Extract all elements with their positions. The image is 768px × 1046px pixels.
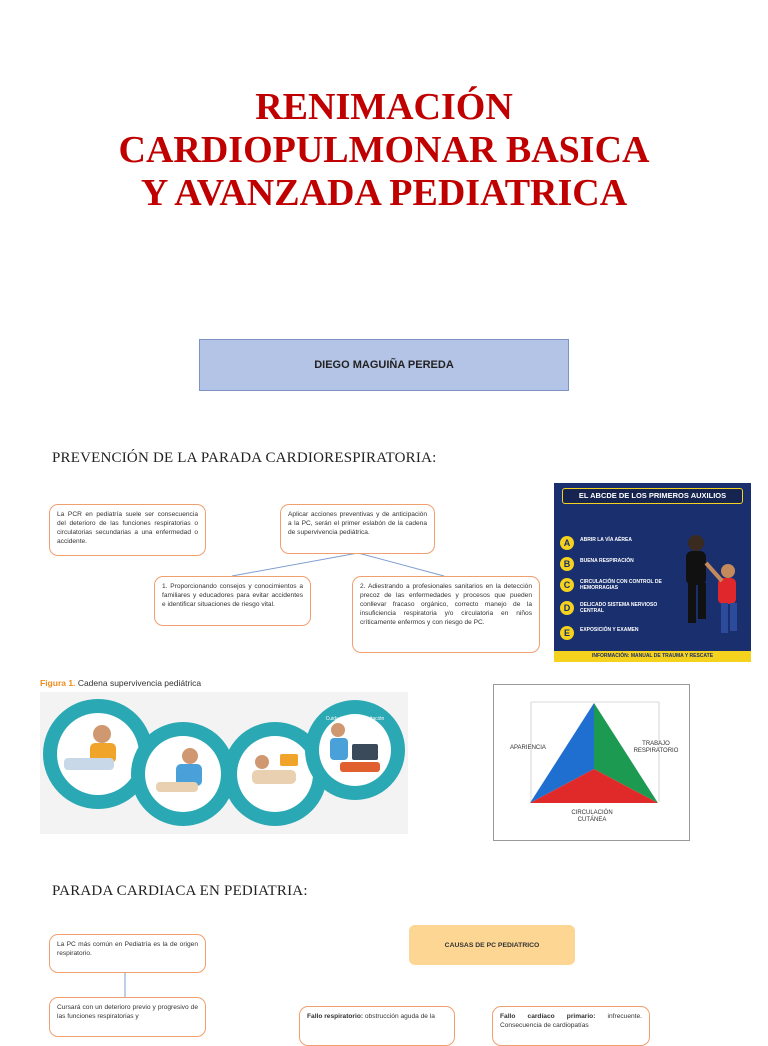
poster-text-b: BUENA RESPIRACIÓN — [580, 558, 634, 564]
rescue-illustration — [666, 531, 748, 646]
triangle-label-trabajo-1: TRABAJO — [642, 741, 670, 747]
poster-text-c: CIRCULACIÓN CON CONTROL DE HEMORRAGIAS — [580, 579, 662, 591]
poster-footer: INFORMACIÓN: MANUAL DE TRAUMA Y RESCATE — [554, 651, 751, 662]
fallo-resp-text: obstrucción aguda de la — [363, 1013, 435, 1020]
poster-text-e: EXPOSICIÓN Y EXAMEN — [580, 627, 639, 633]
fallo-card-text: infrecuente. Consecuencia de cardiopatías — [500, 1013, 642, 1029]
fallo-resp-label: Fallo respiratorio: — [307, 1013, 364, 1020]
poster-item-e — [560, 626, 670, 642]
poster-letter-a: A — [560, 536, 574, 550]
triangle-label-apariencia: APARIENCIA — [510, 745, 546, 751]
causas-box: CAUSAS DE PC PEDIATRICO — [409, 925, 575, 965]
poster-letter-d: D — [560, 601, 574, 615]
chain-label-rcp: RCP precoz — [169, 744, 197, 750]
chain-survival-image — [40, 692, 408, 834]
figure-caption-text: Cadena supervivencia pediátrica — [77, 678, 202, 688]
figure-caption — [40, 678, 201, 688]
author-box: DIEGO MAGUIÑA PEREDA — [199, 339, 569, 391]
box-pc-origen: La PC más común en Pediatría es la de origen respiratorio. — [49, 934, 206, 973]
triangle-label-trabajo — [626, 741, 686, 755]
chain-label-cuidados: Cuidados postresucitación — [325, 716, 385, 722]
triangle-label-trabajo-2: RESPIRATORIO — [633, 748, 679, 754]
box-consejos: 1. Proporcionando consejos y conocimientos a familiares y educadores para evitar accidentes e identificar situaciones de riesgo vital. — [154, 576, 311, 626]
title-line-2: CARDIOPULMONAR BASICA — [118, 129, 650, 171]
title-line-1: RENIMACIÓN — [255, 86, 513, 128]
abcde-poster — [554, 483, 751, 662]
box-adiestrando: 2. Adiestrando a profesionales sanitarios en la detección precoz de las enfermedades y procesos que pueden conllevar fracaso orgánico, correcto manejo de la insuficiencia respiratoria y/o circulatoria en niños críticamente enfermos y con riesgo de PC. — [352, 576, 540, 653]
box-fallo-respiratorio — [299, 1006, 455, 1046]
box-pcr-consecuencia: La PCR en pediatría suele ser consecuencia del deterioro de las funciones respiratorias o circulatorias secundarias a una enfermedad o accidente. — [49, 504, 206, 556]
figure-label: Figura 1. — [40, 678, 76, 688]
poster-letter-e: E — [560, 626, 574, 640]
chain-links — [40, 692, 408, 834]
poster-letter-b: B — [560, 557, 574, 571]
box-acciones-preventivas: Aplicar acciones preventivas y de anticipación a la PC, serán el primer eslabón de la cadena de supervivencia pediátrica. — [280, 504, 435, 554]
chain-link-2 — [131, 722, 235, 826]
poster-item-a — [560, 536, 670, 552]
fallo-card-label: Fallo cardíaco primario: — [500, 1013, 596, 1020]
poster-item-b — [560, 557, 670, 573]
pediatric-assessment-triangle — [493, 684, 690, 841]
section-heading-prevention: PREVENCIÓN DE LA PARADA CARDIORESPIRATORIA: — [52, 450, 437, 466]
poster-text-a: ABRIR LA VÍA AÉREA — [580, 537, 632, 543]
triangle-label-circulacion — [562, 810, 622, 824]
poster-item-d — [560, 601, 670, 617]
chain-label-desfib: Desfibrilación precoz — [251, 744, 299, 750]
triangle-label-circulacion-1: CIRCULACIÓN — [571, 810, 613, 816]
poster-item-c — [560, 578, 670, 594]
poster-title: EL ABCDE DE LOS PRIMEROS AUXILIOS — [562, 488, 743, 504]
box-fallo-cardiaco — [492, 1006, 650, 1046]
box-cursara: Cursará con un deterioro previo y progresivo de las funciones respiratorias y — [49, 997, 206, 1037]
title-line-3: Y AVANZADA PEDIATRICA — [140, 172, 628, 214]
chain-link-4 — [305, 700, 405, 800]
poster-letter-c: C — [560, 578, 574, 592]
connector-down — [120, 973, 130, 998]
poster-text-d: DELICADO SISTEMA NERVIOSO CENTRAL — [580, 602, 658, 614]
triangle-label-circulacion-2: CUTÁNEA — [577, 817, 607, 823]
section-heading-parada: PARADA CARDIACA EN PEDIATRIA: — [52, 883, 308, 899]
